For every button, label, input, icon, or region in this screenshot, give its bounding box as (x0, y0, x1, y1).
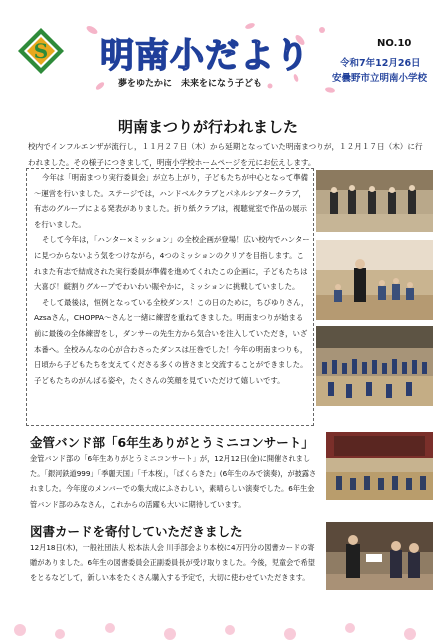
article-headline-festival: 明南まつりが行われました (118, 118, 299, 136)
article-intro: 校内でインフルエンザが流行し，１１月２７日（木）から延期となっていた明南まつりが，１２月１７日（木）に行われました。その様子につきまして，明南小学校ホームページを元にお伝えします。 (28, 142, 423, 167)
issue-date: 令和7年12月26日 (340, 58, 421, 69)
issue-number: NO.10 (377, 38, 412, 49)
school-emblem-icon (16, 26, 66, 76)
article-paragraph: そして今年は，「ハンター×ミッション」の全校企画が登場！広い校内でハンターに見つからないよう気をつけながら，4つのミッションのクリアを目指します。これまた有志で結成された実行委員が準備を進めてくれたこの企画に，子どもたちは大喜び！縦割りグループでわいわい賑やかに，ミッションに挑戦していました。 (34, 235, 310, 292)
photo-mini-concert (326, 432, 433, 500)
newsletter-subtitle: 夢をゆたかに 未来をになう子ども (118, 79, 263, 89)
photo-stage-performance (316, 170, 433, 232)
photo-school-dance (316, 326, 433, 406)
article-body-book-cards: 12月18日(木)，一般社団法人 松本法人会 川手部会より本校に4万円分の図書カードの寄贈がありました。6年生の図書委員会正副委員長が受け取りました。今後，児童会で希望をとるなどして，新しい本をたくさん購入する予定で，大切に使わせていただきます。 (30, 543, 315, 583)
article-headline-book-cards: 図書カードを寄付していただきました (30, 524, 243, 539)
school-name: 安曇野市立明南小学校 (332, 73, 428, 84)
sakura-border-decoration (0, 610, 447, 640)
photo-donation-ceremony (326, 522, 433, 590)
article-headline-brass-band: 金管バンド部「6年生ありがとうミニコンサート」 (30, 435, 314, 450)
article-paragraph: そして最後は，恒例となっている全校ダンス！この日のために，ちびゆりさん，Azsaさん，CHOPPA～さんと一緒に練習を重ねてきました。明南まつりが始まる前に最後の全体練習をし，ダンサーの先生方から気合いを注入していただき，いざ本番へ。全校みんなの心が合わさったダンスは圧巻でした！今年の明南まつりも，日頃から子どもたちを支えてくださる多くの皆さまと交流することができました。子どもたちのがんばる姿や，たくさんの笑顔を見ていただけて嬉しいです。 (34, 297, 309, 385)
article-body-brass-band: 金管バンド部の「6年生ありがとうミニコンサート」が，12月12日(金)に開催されました。「銀河鉄道999」「季麗天国」「千本桜」，「ぱくらきた」(6年生のみで演奏)，が披露されました。今年度のメンバーでの集大成にふさわしい，素晴らしい演奏でした。6年生金管バンド部のみなさん，これからの活躍も大いに期待しています。 (30, 454, 317, 509)
article-paragraph: 今年は「明南まつり実行委員会」が立ち上がり，子どもたちが中心となって準備～運営を行いました。ステージでは，ハンドベルクラブとパネルシアタークラブ，有志のグループによる発表がありました。折り紙クラブは，視聴覚室で作品の展示を行いました。 (34, 173, 309, 229)
article-body (34, 170, 310, 388)
newsletter-title: 明南小だより (100, 36, 310, 76)
photo-hunter-mission (316, 240, 433, 320)
emblem-letter: S (33, 39, 49, 63)
